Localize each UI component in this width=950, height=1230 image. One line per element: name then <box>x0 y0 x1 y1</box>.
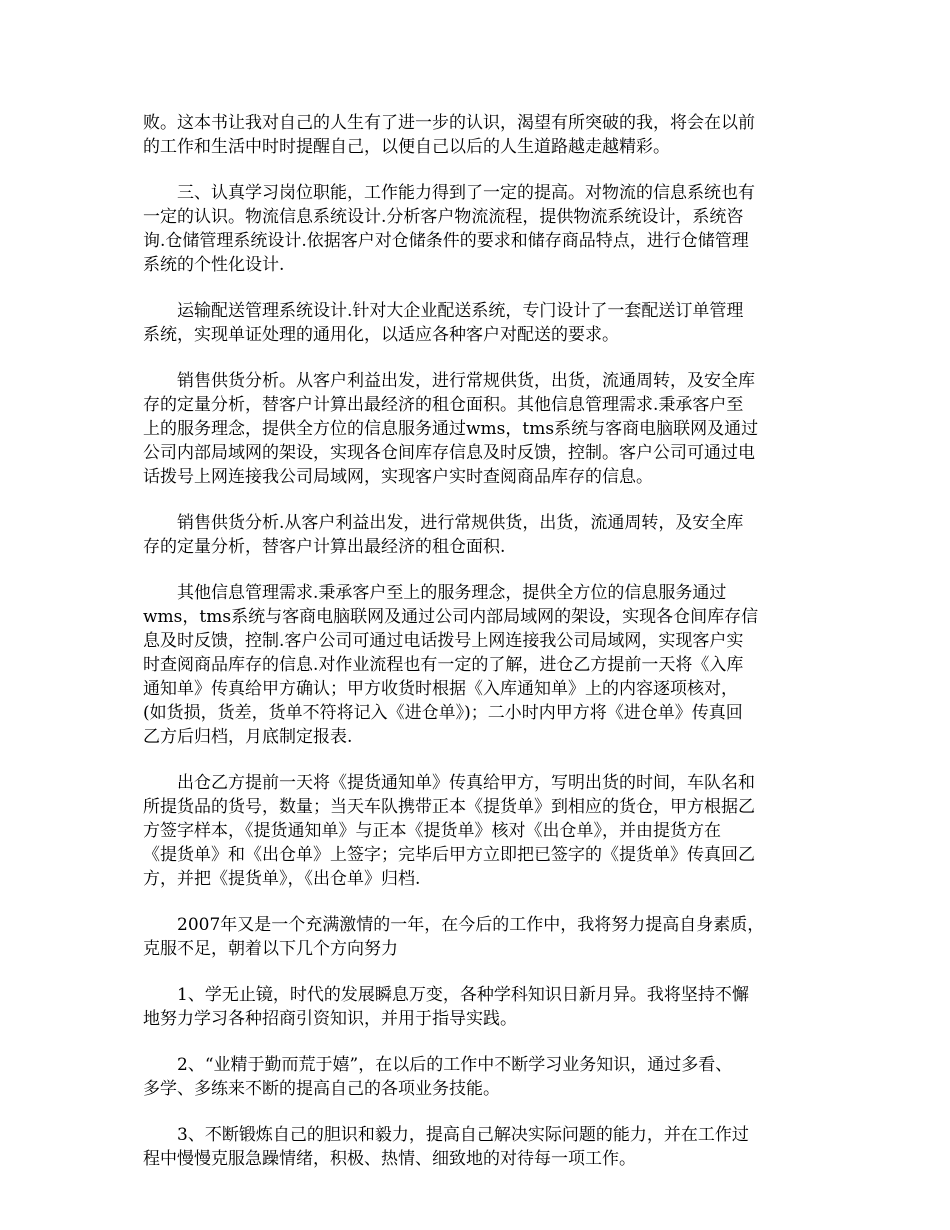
paragraph-transport-system: 运输配送管理系统设计.针对大企业配送系统，专门设计了一套配送订单管理 系统，实现单证处理的通用化，以适应各种客户对配送的要求。 <box>143 301 744 345</box>
paragraph-outbound: 出仓乙方提前一天将《提货通知单》传真给甲方，写明出货的时间，车队名和 所提货品的货号，数量；当天车队携带正本《提货单》到相应的货仓，甲方根据乙 方签字样本，《提货通知单》与正本《提货单》核对《出仓单》，并由提货方在 《提货单》和《出仓单》上签字；完毕后甲方立即把已签字的《提货单》传真回乙 方，并把《提货单》，《出仓单》归档. <box>143 773 755 889</box>
paragraph-goal-1: 1、学无止镜，时代的发展瞬息万变，各种学科知识日新月异。我将坚持不懈 地努力学习各种招商引资知识，并用于指导实践。 <box>143 985 749 1029</box>
document-page <box>143 111 808 1193</box>
paragraph-continuation: 败。这本书让我对自己的人生有了进一步的认识，渴望有所突破的我，将会在以前 的工作和生活中时时提醒自己，以便自己以后的人生道路越走越精彩。 <box>143 113 755 157</box>
paragraph-job-skills: 三、认真学习岗位职能，工作能力得到了一定的提高。对物流的信息系统也有 一定的认识。物流信息系统设计.分析客户物流流程，提供物流系统设计，系统咨 询.仓储管理系统设计.依据客户对仓储条件的要求和储存商品特点，进行仓储管理 系统的个性化设计. <box>143 183 755 275</box>
paragraph-sales-analysis-repeat: 销售供货分析.从客户利益出发，进行常规供货，出货，流通周转，及安全库 存的定量分析，替客户计算出最经济的租仓面积. <box>143 513 744 557</box>
paragraph-sales-analysis: 销售供货分析。从客户利益出发，进行常规供货，出货，流通周转，及安全库 存的定量分析，替客户计算出最经济的租仓面积。其他信息管理需求.秉承客户至 上的服务理念，提供全方位的信息服务通过wms，tms系统与客商电脑联网及通过 公司内部局域网的架设，实现各仓间库存信息及时反馈，控制。客户公司可通过电 话拨号上网连接我公司局域网，实现客户实时查阅商品库存的信息。 <box>143 371 759 487</box>
paragraph-2007-plan: 2007年又是一个充满激情的一年，在今后的工作中，我将努力提高自身素质， 克服不足，朝着以下几个方向努力 <box>143 915 765 959</box>
paragraph-goal-2: 2、“业精于勤而荒于嬉”，在以后的工作中不断学习业务知识，通过多看、 多学、多练来不断的提高自己的各项业务技能。 <box>143 1055 733 1099</box>
paragraph-goal-3: 3、不断锻炼自己的胆识和毅力，提高自己解决实际问题的能力，并在工作过 程中慢慢克服急躁情绪，积极、热情、细致地的对待每一项工作。 <box>143 1125 749 1169</box>
paragraph-info-management: 其他信息管理需求.秉承客户至上的服务理念，提供全方位的信息服务通过 wms，tms系统与客商电脑联网及通过公司内部局域网的架设，实现各仓间库存信 息及时反馈，控制.客户公司可通过电话拨号上网连接我公司局域网，实现客户实 时查阅商品库存的信息.对作业流程也有一定的了解，进仓乙方提前一天将《入库 通知单》传真给甲方确认；甲方收货时根据《入库通知单》上的内容逐项核对， (如货损，货差，货单不符将记入《进仓单》)；二小时内甲方将《进仓单》传真回 乙方后归档，月底制定报表. <box>143 583 759 747</box>
